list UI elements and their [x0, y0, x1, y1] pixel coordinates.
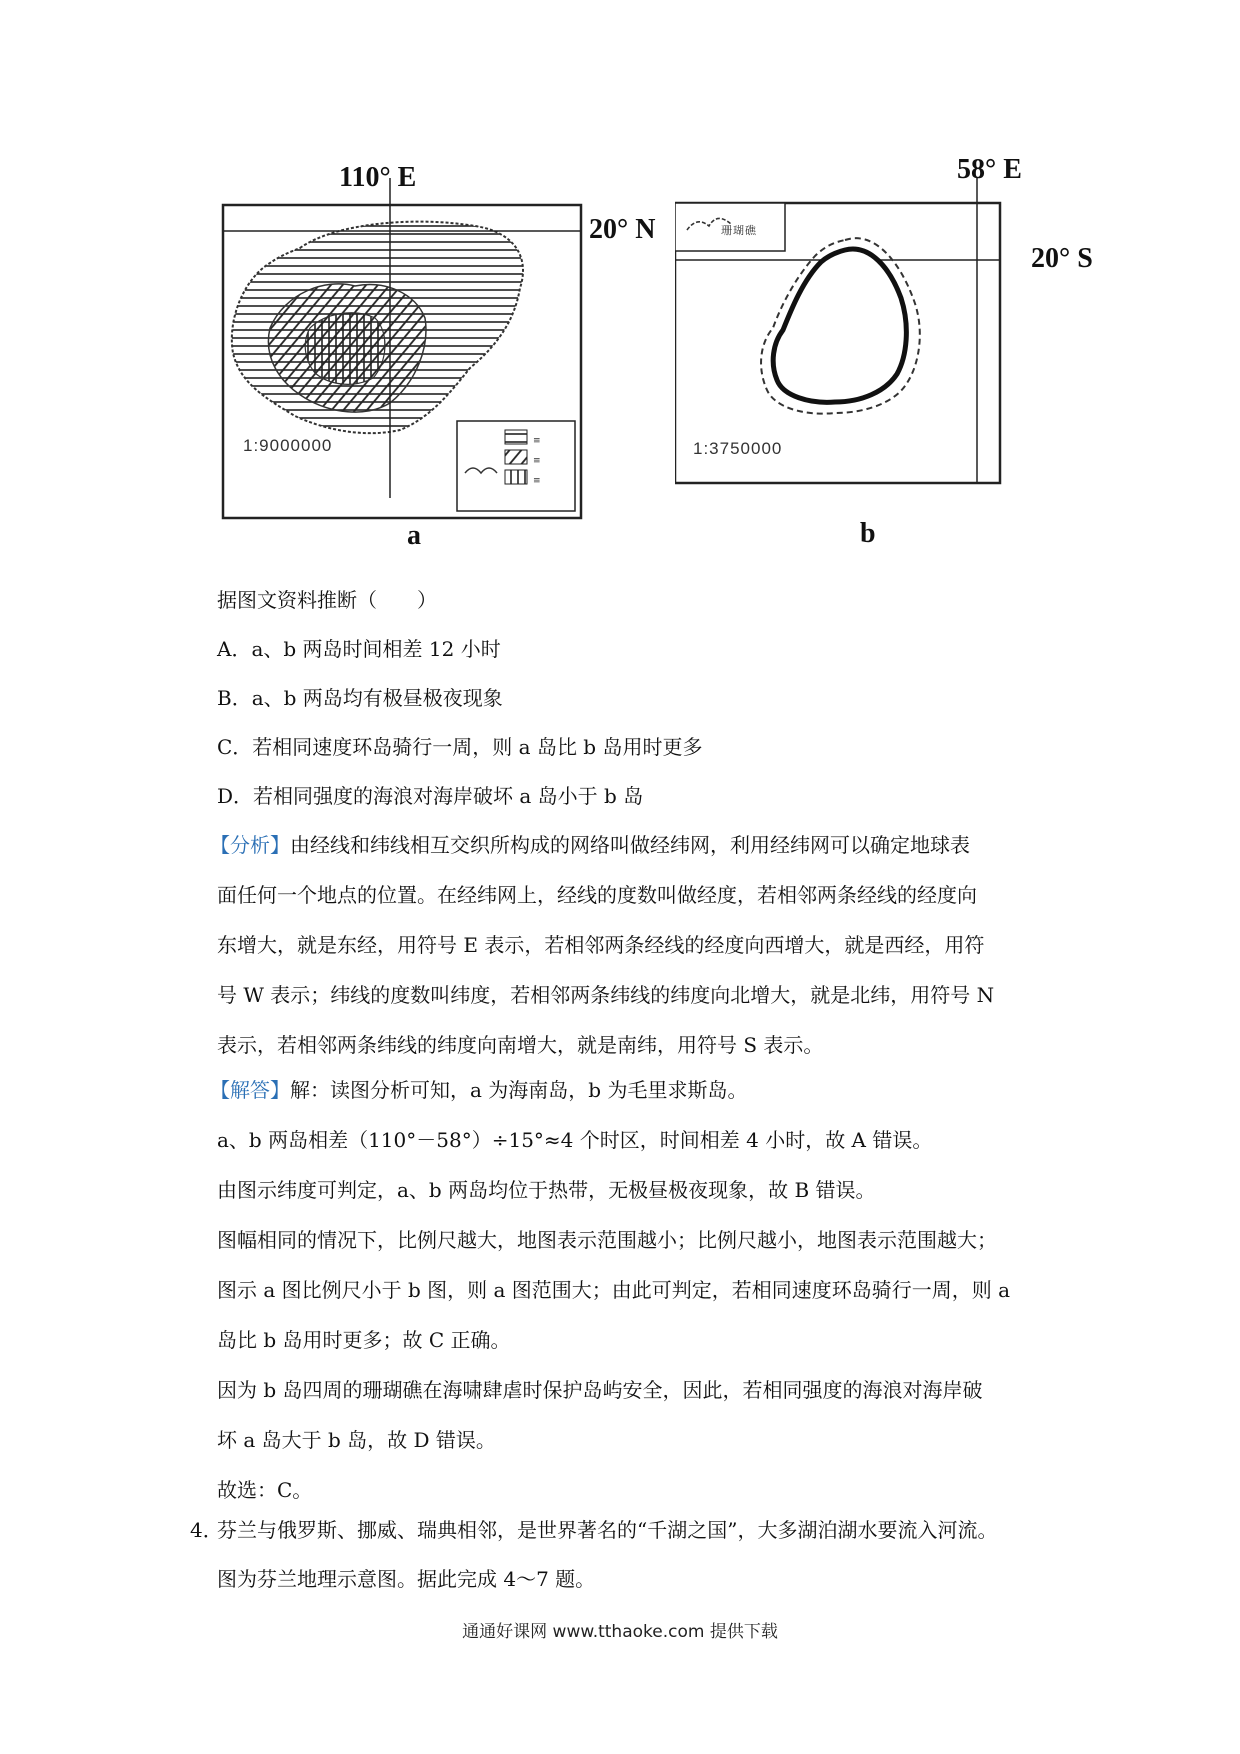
option-c: C．若相同速度环岛骑行一周，则 a 岛比 b 岛用时更多: [217, 735, 703, 759]
answer-line: 【解答】解：读图分析可知，a 为海南岛，b 为毛里求斯岛。: [210, 1078, 748, 1102]
analysis-tag: 【分析】: [210, 833, 290, 857]
figure-maps: [215, 154, 1145, 558]
map-b-legend-label: 珊瑚礁: [721, 225, 757, 237]
answer-line: 由图示纬度可判定，a、b 两岛均位于热带，无极昼极夜现象，故 B 错误。: [217, 1178, 876, 1202]
answer-section: [210, 1075, 1050, 1525]
answer-line: 坏 a 岛大于 b 岛，故 D 错误。: [217, 1428, 496, 1452]
analysis-line: 东增大，就是东经，用符号 E 表示，若相邻两条经线的经度向西增大，就是西经，用符: [217, 933, 985, 957]
map-a: [215, 168, 615, 558]
map-a-latitude: 20° N: [589, 214, 656, 245]
answer-line: 图幅相同的情况下，比例尺越大，地图表示范围越小；比例尺越小，地图表示范围越大；: [217, 1228, 997, 1252]
map-b-longitude: 58° E: [957, 154, 1022, 185]
question-number: 4．: [190, 1518, 223, 1542]
next-question-line: 图为芬兰地理示意图。据此完成 4～7 题。: [217, 1567, 596, 1591]
analysis-line: 面任何一个地点的位置。在经纬网上，经线的度数叫做经度，若相邻两条经线的经度向: [217, 883, 977, 907]
svg-text:≡: ≡: [533, 476, 541, 486]
answer-line: a、b 两岛相差（110°－58°）÷15°≈4 个时区，时间相差 4 小时，故 A 错误。: [217, 1128, 933, 1152]
map-b-scale: 1:3750000: [693, 439, 783, 458]
answer-line: 故选：C。: [217, 1478, 313, 1502]
map-a-scale: 1:9000000: [243, 436, 333, 455]
map-a-caption: a: [407, 520, 421, 551]
map-b-latitude: 20° S: [1031, 243, 1093, 274]
svg-text:≡: ≡: [533, 456, 541, 466]
svg-text:≡: ≡: [533, 436, 541, 446]
analysis-line: 表示，若相邻两条纬线的纬度向南增大，就是南纬，用符号 S 表示。: [217, 1033, 824, 1057]
map-b-caption: b: [860, 518, 876, 549]
option-a: A．a、b 两岛时间相差 12 小时: [217, 637, 501, 661]
analysis-section: [210, 830, 1050, 1080]
answer-line: 因为 b 岛四周的珊瑚礁在海啸肆虐时保护岛屿安全，因此，若相同强度的海浪对海岸破: [217, 1378, 983, 1402]
option-d: D．若相同强度的海浪对海岸破坏 a 岛小于 b 岛: [217, 784, 644, 808]
answer-tag: 【解答】: [210, 1078, 290, 1102]
analysis-line: 【分析】由经线和纬线相互交织所构成的网络叫做经纬网，利用经纬网可以确定地球表: [210, 833, 970, 857]
option-b: B．a、b 两岛均有极昼极夜现象: [217, 686, 503, 710]
answer-line: 图示 a 图比例尺小于 b 图，则 a 图范围大；由此可判定，若相同速度环岛骑行一周，则 a: [217, 1278, 1011, 1302]
analysis-line: 号 W 表示；纬线的度数叫纬度，若相邻两条纬线的纬度向北增大，就是北纬，用符号 N: [217, 983, 995, 1007]
question-prompt: 据图文资料推断（ ）: [217, 588, 437, 612]
map-a-longitude: 110° E: [339, 162, 417, 193]
next-question-line: 芬兰与俄罗斯、挪威、瑞典相邻，是世界著名的“千湖之国”，大多湖泊湖水要流入河流。: [217, 1518, 998, 1542]
answer-line: 岛比 b 岛用时更多；故 C 正确。: [217, 1328, 511, 1352]
page-footer: 通通好课网 www.tthaoke.com 提供下载: [462, 1622, 778, 1642]
